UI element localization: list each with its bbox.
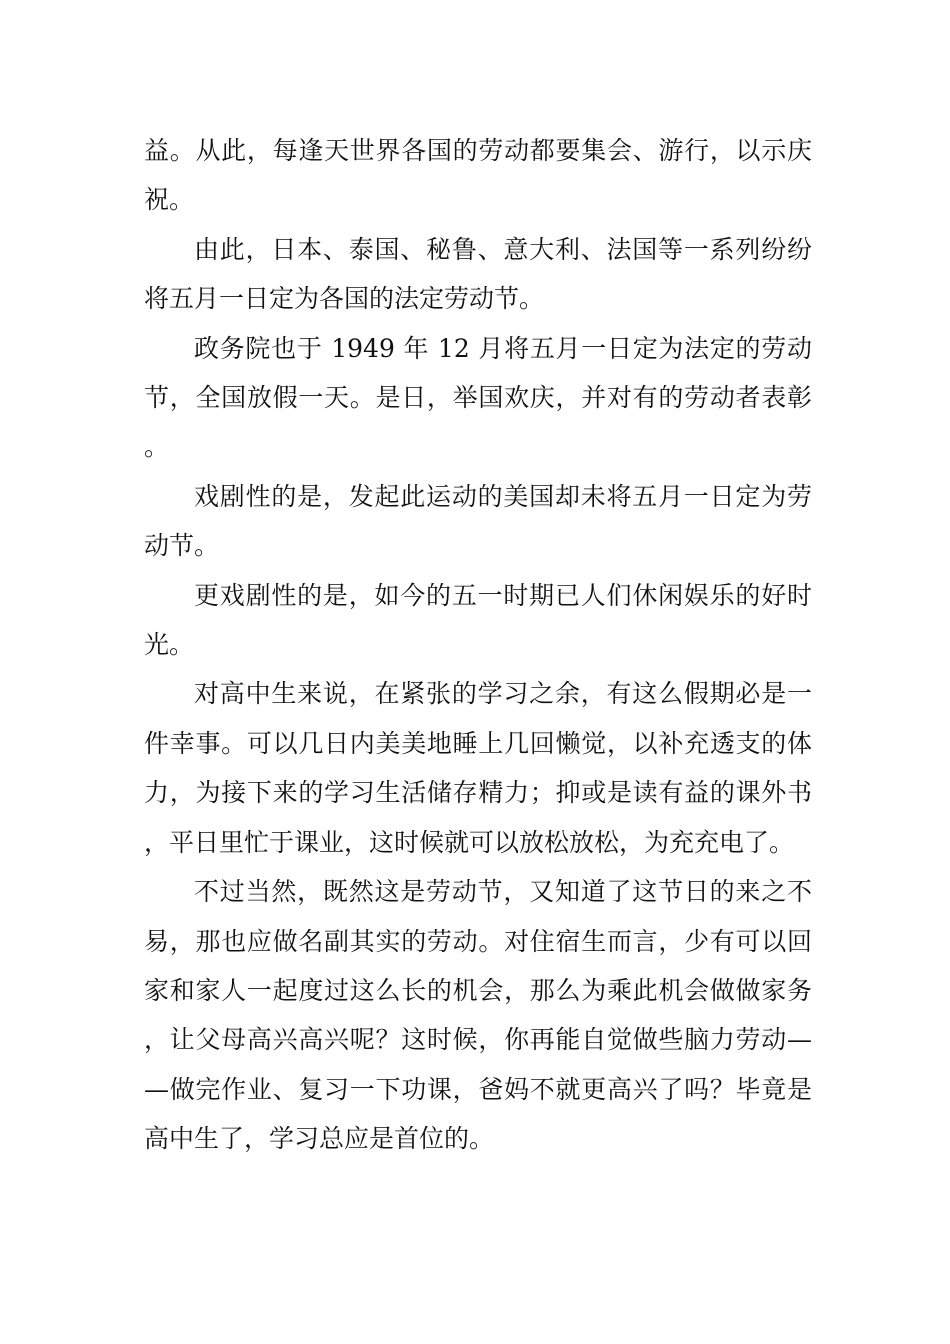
paragraph: 对高中生来说，在紧张的学习之余，有这么假期必是一件幸事。可以几日内美美地睡上几回懒觉，以补充透支的体力，为接下来的学习生活储存精力；抑或是读有益的课外书，平日里忙于课业，这时候就可以放松放松，为充充电了。 (144, 679, 812, 857)
paragraph: 戏剧性的是，发起此运动的美国却未将五月一日定为劳动节。 (144, 481, 812, 561)
document-body (144, 126, 812, 1164)
paragraph: 政务院也于 1949 年 12 月将五月一日定为法定的劳动节，全国放假一天。是日，举国欢庆，并对有的劳动者表彰。 (144, 333, 812, 462)
paragraph: 更戏剧性的是，如今的五一时期已人们休闲娱乐的好时光。 (144, 580, 812, 660)
paragraph: 益。从此，每逢天世界各国的劳动都要集会、游行，以示庆祝。 (144, 136, 812, 215)
paragraph: 由此，日本、泰国、秘鲁、意大利、法国等一系列纷纷将五月一日定为各国的法定劳动节。 (144, 234, 812, 314)
paragraph: 不过当然，既然这是劳动节，又知道了这节日的来之不易，那也应做名副其实的劳动。对住宿生而言，少有可以回家和家人一起度过这么长的机会，那么为乘此机会做做家务，让父母高兴高兴呢？这时候，你再能自觉做些脑力劳动——做完作业、复习一下功课，爸妈不就更高兴了吗？毕竟是高中生了，学习总应是首位的。 (144, 877, 812, 1154)
